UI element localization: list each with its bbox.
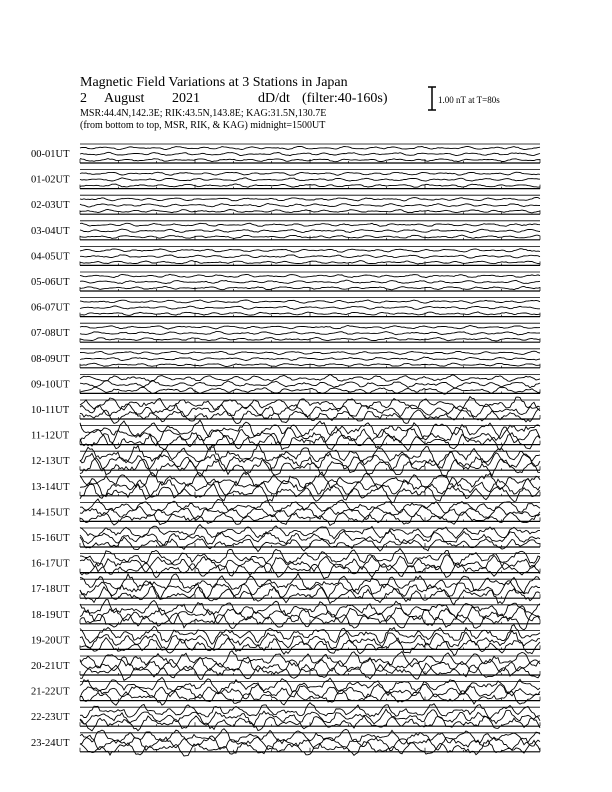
row-03-04UT — [31, 221, 540, 240]
row-label: 00-01UT — [31, 149, 70, 160]
row-label: 21-22UT — [31, 686, 70, 698]
subtitle-year: 2021 — [172, 91, 200, 106]
trace-rik — [80, 152, 540, 155]
trace-kag — [80, 499, 540, 513]
row-label: 12-13UT — [31, 456, 70, 468]
row-23-24UT — [31, 729, 540, 756]
row-label: 13-14UT — [31, 481, 70, 493]
row-label: 17-18UT — [31, 584, 70, 596]
row-10-11UT — [31, 397, 540, 424]
row-label: 19-20UT — [31, 635, 70, 647]
row-12-13UT — [31, 444, 540, 478]
subtitle-filter: (filter:40-160s) — [302, 91, 388, 106]
row-00-01UT — [31, 144, 540, 163]
row-label: 05-06UT — [31, 277, 70, 288]
trace-rows — [31, 144, 540, 756]
row-label: 06-07UT — [31, 302, 70, 314]
trace-kag — [80, 444, 540, 465]
row-21-22UT — [31, 677, 540, 705]
trace-kag — [80, 651, 540, 668]
row-09-10UT — [31, 374, 540, 394]
row-label: 16-17UT — [31, 558, 70, 570]
trace-rik — [80, 332, 540, 335]
trace-rik — [80, 306, 540, 309]
trace-kag — [80, 397, 540, 412]
row-label: 20-21UT — [31, 661, 70, 672]
row-label: 08-09UT — [31, 353, 70, 365]
row-16-17UT — [31, 549, 540, 579]
row-label: 01-02UT — [31, 174, 70, 186]
trace-kag — [80, 223, 540, 226]
trace-kag — [80, 351, 540, 354]
scale-label: 1.00 nT at T=80s — [438, 95, 500, 105]
stations-line: MSR:44.4N,142.3E; RIK:43.5N,143.8E; KAG:31.5N,130.7E — [80, 108, 327, 119]
trace-rik — [80, 280, 540, 283]
row-11-12UT — [31, 420, 540, 451]
row-14-15UT — [31, 499, 540, 526]
trace-kag — [80, 249, 540, 253]
row-label: 02-03UT — [31, 200, 70, 212]
trace-rik — [80, 229, 540, 232]
row-15-16UT — [31, 525, 540, 552]
subtitle-day: 2 — [80, 91, 87, 106]
scale-bar — [428, 87, 500, 110]
trace-rik — [80, 357, 540, 361]
row-13-14UT — [31, 472, 540, 503]
row-05-06UT — [31, 272, 540, 291]
order-line: (from bottom to top, MSR, RIK, & KAG) midnight=1500UT — [80, 120, 326, 131]
trace-kag — [80, 472, 540, 490]
trace-kag — [80, 172, 540, 175]
row-20-21UT — [31, 651, 540, 681]
subtitle-quantity: dD/dt — [258, 91, 290, 106]
row-label: 10-11UT — [31, 405, 70, 416]
trace-kag — [80, 198, 540, 201]
row-04-05UT — [31, 246, 540, 265]
row-label: 23-24UT — [31, 737, 70, 749]
row-label: 22-23UT — [31, 712, 70, 724]
row-18-19UT — [31, 600, 540, 630]
row-07-08UT — [31, 323, 540, 342]
trace-kag — [80, 274, 540, 277]
row-19-20UT — [31, 625, 540, 656]
row-label: 07-08UT — [31, 328, 70, 340]
row-label: 14-15UT — [31, 507, 70, 519]
row-label: 09-10UT — [31, 379, 70, 391]
trace-rik — [80, 255, 540, 258]
row-01-02UT — [31, 170, 540, 189]
subtitle-month: August — [104, 91, 145, 106]
row-label: 18-19UT — [31, 609, 70, 621]
row-label: 03-04UT — [31, 225, 70, 237]
trace-kag — [80, 374, 540, 381]
trace-rik — [80, 178, 540, 181]
row-label: 11-12UT — [31, 430, 70, 442]
row-02-03UT — [31, 195, 540, 214]
row-label: 15-16UT — [31, 533, 70, 544]
row-06-07UT — [31, 298, 540, 317]
row-22-23UT — [31, 703, 540, 731]
trace-kag — [80, 146, 540, 149]
row-label: 04-05UT — [31, 251, 70, 263]
row-08-09UT — [31, 349, 540, 368]
trace-kag — [80, 525, 540, 539]
trace-rik — [80, 381, 540, 388]
trace-kag — [80, 326, 540, 330]
chart-title: Magnetic Field Variations at 3 Stations in Japan — [80, 75, 348, 90]
trace-kag — [80, 300, 540, 303]
trace-rik — [80, 204, 540, 207]
